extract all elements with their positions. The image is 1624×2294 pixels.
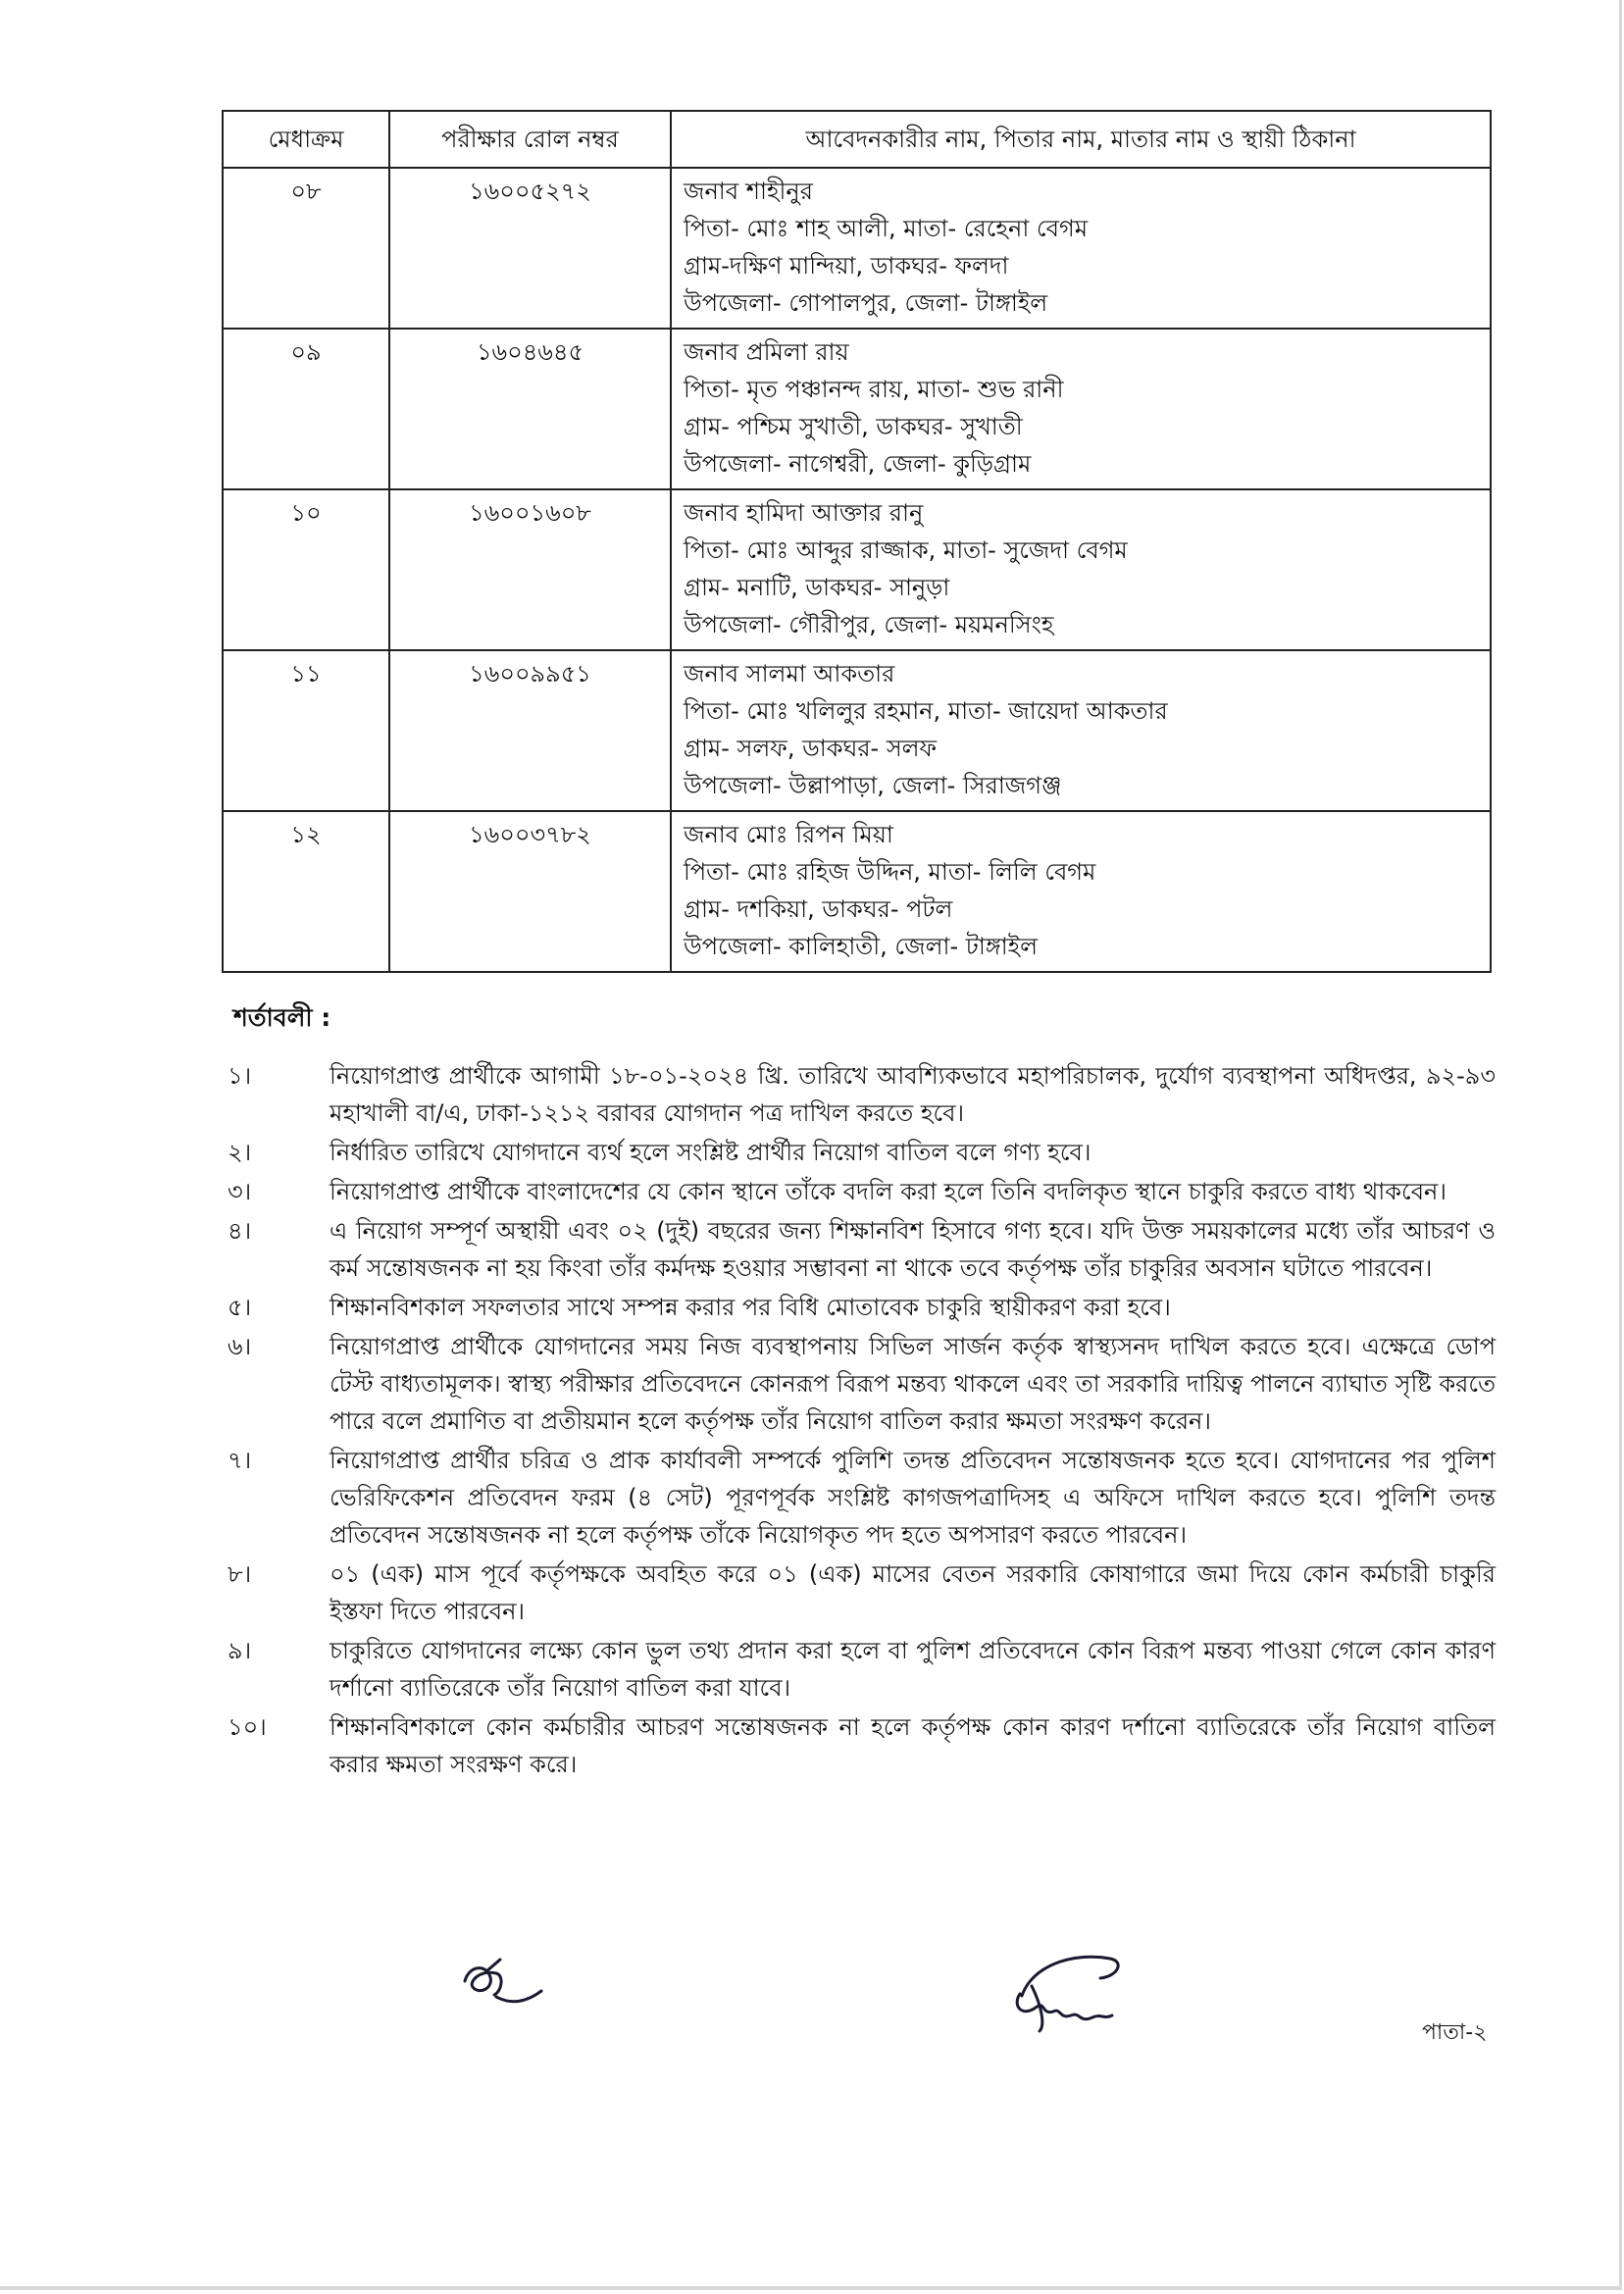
term-text: শিক্ষানবিশকাল সফলতার সাথে সম্পন্ন করার পর বিধি মোতাবেক চাকুরি স্থায়ীকরণ করা হবে। [330,1294,1171,1321]
applicant-name: জনাব প্রমিলা রায় [684,338,849,366]
term-item [228,1134,1496,1171]
term-item [228,1442,1496,1554]
page-number: পাতা-২ [1422,2020,1488,2045]
term-text: নিয়োগপ্রাপ্ত প্রার্থীর চরিত্র ও প্রাক কার্যাবলী সম্পর্কে পুলিশি তদন্ত প্রতিবেদন সন্তোষজনক হতে হবে। যোগদানের পর পুলিশ ভেরিফিকেশন প্রতিবেদন ফরম (৪ সেট) পূরণপূর্বক সংশ্লিষ্ট কাগজপত্রাদিসহ এ অফিসে দাখিল করতে হবে। পুলিশি তদন্ত প্রতিবেদন সন্তোষজনক না হলে কর্তৃপক্ষ তাঁকে নিয়োগকৃত পদ হতে অপসারণ করতে পারবেন। [330,1447,1496,1549]
applicant-info-cell [671,811,1491,972]
table-row [223,329,1491,489]
applicant-info-cell [671,489,1491,650]
roll-cell: ১৬০০৫২৭২ [389,168,671,329]
term-number: ৮। [228,1560,252,1588]
term-number: ৭। [228,1447,252,1474]
term-number: ৫। [228,1294,252,1321]
term-number: ৬। [228,1333,252,1360]
roll-cell: ১৬০৪৬৪৫ [389,329,671,489]
applicant-name: জনাব শাহীনুর [684,178,813,205]
term-number: ৪। [228,1217,252,1245]
roll-cell: ১৬০০৩৭৮২ [389,811,671,972]
serial-cell: ০৮ [223,168,389,329]
applicant-info-cell [671,329,1491,489]
applicant-name: জনাব মোঃ রিপন মিয়া [684,821,893,848]
term-item [228,1173,1496,1210]
applicant-district: উপজেলা- নাগেশ্বরী, জেলা- কুড়িগ্রাম [684,450,1032,478]
applicant-parents: পিতা- মোঃ খলিলুর রহমান, মাতা- জায়েদা আকতার [684,697,1168,725]
term-number: ১। [228,1062,252,1090]
roll-cell: ১৬০০৯৯৫১ [389,650,671,811]
applicant-parents: পিতা- মৃত পঞ্চানন্দ রায়, মাতা- শুভ রানী [684,376,1064,403]
serial-cell: ১০ [223,489,389,650]
term-number: ১০। [228,1713,267,1741]
term-item [228,1632,1496,1707]
table-row [223,650,1491,811]
applicant-village: গ্রাম- পশ্চিম সুখাতী, ডাকঘর- সুখাতী [684,413,1023,440]
term-item [228,1289,1496,1326]
term-number: ২। [228,1139,252,1166]
term-text: শিক্ষানবিশকালে কোন কর্মচারীর আচরণ সন্তোষজনক না হলে কর্তৃপক্ষ কোন কারণ দর্শানো ব্যাতিরেকে তাঁর নিয়োগ বাতিল করার ক্ষমতা সংরক্ষণ করে। [330,1713,1496,1778]
applicant-district: উপজেলা- কালিহাতী, জেলা- টাঙ্গাইল [684,933,1039,960]
applicant-village: গ্রাম- দশকিয়া, ডাকঘর- পটল [684,895,953,923]
serial-cell: ০৯ [223,329,389,489]
applicant-village: গ্রাম- মনাটি, ডাকঘর- সানুড়া [684,574,950,601]
applicant-name: জনাব সালমা আকতার [684,660,895,688]
term-text: নিয়োগপ্রাপ্ত প্রার্থীকে বাংলাদেশের যে কোন স্থানে তাঁকে বদলি করা হলে তিনি বদলিকৃত স্থানে চাকুরি করতে বাধ্য থাকবেন। [330,1178,1446,1205]
applicant-info-cell [671,650,1491,811]
initial-signature-icon [457,1952,545,2020]
table-header-row [223,111,1491,168]
roll-cell: ১৬০০১৬০৮ [389,489,671,650]
merit-list-table [222,110,1492,973]
terms-heading: শর্তাবলী : [233,1003,331,1032]
applicant-district: উপজেলা- উল্লাপাড়া, জেলা- সিরাজগঞ্জ [684,772,1062,799]
table-row [223,489,1491,650]
applicant-district: উপজেলা- গোপালপুর, জেলা- টাঙ্গাইল [684,289,1048,317]
serial-cell: ১২ [223,811,389,972]
table-row [223,811,1491,972]
term-text: নির্ধারিত তারিখে যোগদানে ব্যর্থ হলে সংশ্লিষ্ট প্রার্থীর নিয়োগ বাতিল বলে গণ্য হবে। [330,1139,1091,1166]
table-row [223,168,1491,329]
term-item [228,1328,1496,1440]
term-text: নিয়োগপ্রাপ্ত প্রার্থীকে যোগদানের সময় নিজ ব্যবস্থাপনায় সিভিল সার্জন কর্তৃক স্বাস্থ্যসনদ দাখিল করতে হবে। এক্ষেত্রে ডোপ টেস্ট বাধ্যতামূলক। স্বাস্থ্য পরীক্ষার প্রতিবেদনে কোনরূপ বিরূপ মন্তব্য থাকলে এবং তা সরকারি দায়িত্ব পালনে ব্যাঘাত সৃষ্টি করতে পারে বলে প্রমাণিত বা প্রতীয়মান হলে কর্তৃপক্ষ তাঁর নিয়োগ বাতিল করার ক্ষমতা সংরক্ষণ করেন। [330,1333,1496,1435]
term-text: নিয়োগপ্রাপ্ত প্রার্থীকে আগামী ১৮-০১-২০২৪ খ্রি. তারিখে আবশ্যিকভাবে মহাপরিচালক, দুর্যোগ ব্যবস্থাপনা অধিদপ্তর, ৯২-৯৩ মহাখালী বা/এ, ঢাকা-১২১২ বরাবর যোগদান পত্র দাখিল করতে হবে। [330,1062,1496,1127]
terms-list [228,1057,1496,1785]
header-details: আবেদনকারীর নাম, পিতার নাম, মাতার নাম ও স্থায়ী ঠিকানা [671,111,1491,168]
term-item [228,1555,1496,1630]
header-roll: পরীক্ষার রোল নম্বর [389,111,671,168]
applicant-parents: পিতা- মোঃ শাহ আলী, মাতা- রেহেনা বেগম [684,215,1089,242]
applicant-village: গ্রাম- সলফ, ডাকঘর- সলফ [684,735,938,762]
applicant-parents: পিতা- মোঃ আব্দুর রাজ্জাক, মাতা- সুজেদা বেগম [684,536,1128,564]
applicant-village: গ্রাম-দক্ষিণ মান্দিয়া, ডাকঘর- ফলদা [684,252,1009,280]
serial-cell: ১১ [223,650,389,811]
term-text: ০১ (এক) মাস পূর্বে কর্তৃপক্ষকে অবহিত করে ০১ (এক) মাসের বেতন সরকারি কোষাগারে জমা দিয়ে কোন কর্মচারী চাকুরি ইস্তফা দিতে পারবেন। [330,1560,1496,1625]
term-text: এ নিয়োগ সম্পূর্ণ অস্থায়ী এবং ০২ (দুই) বছরের জন্য শিক্ষানবিশ হিসাবে গণ্য হবে। যদি উক্ত সময়কালের মধ্যে তাঁর আচরণ ও কর্ম সন্তোষজনক না হয় কিংবা তাঁর কর্মদক্ষ হওয়ার সম্ভাবনা না থাকে তবে কর্তৃপক্ষ তাঁর চাকুরির অবসান ঘটাতে পারবেন। [330,1217,1496,1282]
applicant-name: জনাব হামিদা আক্তার রানু [684,499,924,527]
term-item [228,1212,1496,1287]
officer-signature-icon [1002,1947,1140,2035]
applicant-info-cell [671,168,1491,329]
header-serial: মেধাক্রম [223,111,389,168]
term-text: চাকুরিতে যোগদানের লক্ষ্যে কোন ভুল তথ্য প্রদান করা হলে বা পুলিশ প্রতিবেদনে কোন বিরূপ মন্তব্য পাওয়া গেলে কোন কারণ দর্শানো ব্যাতিরেকে তাঁর নিয়োগ বাতিল করা যাবে। [330,1637,1496,1702]
applicant-district: উপজেলা- গৌরীপুর, জেলা- ময়মনসিংহ [684,611,1054,638]
applicant-parents: পিতা- মোঃ রহিজ উদ্দিন, মাতা- লিলি বেগম [684,858,1096,886]
term-item [228,1057,1496,1132]
term-item [228,1708,1496,1783]
term-number: ৩। [228,1178,252,1205]
term-number: ৯। [228,1637,252,1664]
